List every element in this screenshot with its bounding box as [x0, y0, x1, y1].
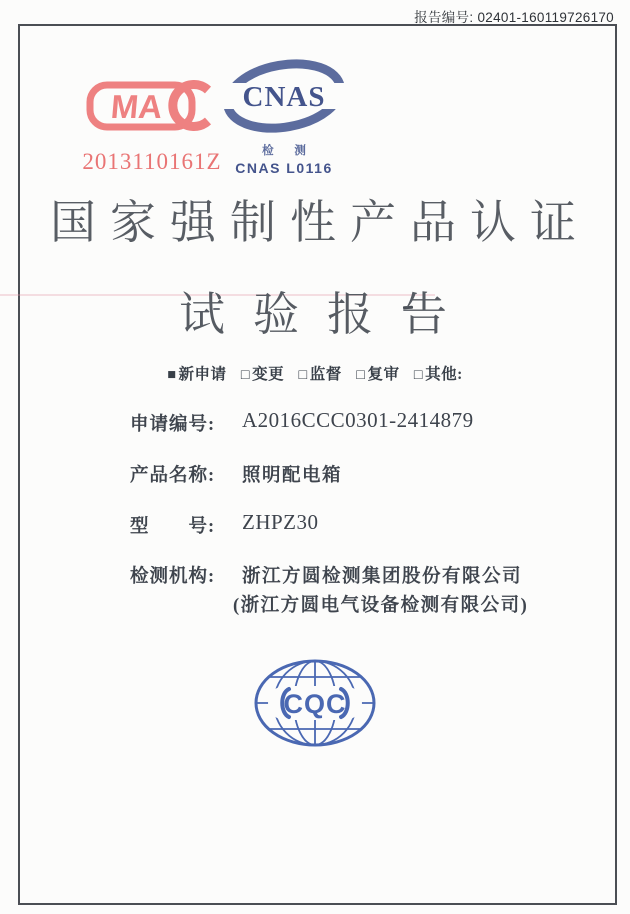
checkbox-label: 其他: [425, 366, 463, 383]
checkbox-empty-icon: □ [356, 367, 366, 383]
cnas-lab-number: CNAS L0116 [235, 160, 333, 176]
cma-letters: MA [109, 89, 164, 126]
checkbox-new-application [167, 366, 226, 383]
cma-logo [78, 68, 226, 175]
checkbox-other [414, 366, 463, 383]
cnas-mark-icon [221, 56, 347, 136]
field-value: ZHPZ30 [242, 510, 319, 534]
field-model [130, 512, 319, 538]
cqc-logo [252, 656, 378, 755]
organization-line2: (浙江方圆电气设备检测有限公司) [233, 596, 529, 616]
cma-certificate-number: 2013110161Z [82, 149, 222, 174]
field-label: 产品名称: [130, 466, 216, 486]
application-type-row [0, 362, 630, 384]
field-testing-organization [130, 562, 528, 617]
field-label: 申请编号: [130, 415, 216, 435]
report-type-title: 试验报告 [179, 289, 475, 340]
field-value: 照明配电箱 [242, 466, 343, 486]
checkbox-review [356, 366, 399, 383]
cnas-category: 检 测 [262, 145, 315, 157]
checkbox-label: 新申请 [178, 366, 227, 383]
checkbox-label: 监督 [309, 366, 342, 383]
cqc-globe-icon [252, 656, 378, 750]
field-label: 检测机构: [130, 567, 216, 587]
checkbox-supervision [299, 366, 342, 383]
cnas-logo [220, 56, 348, 176]
checkbox-empty-icon: □ [413, 367, 424, 383]
field-value [233, 562, 529, 617]
field-application-number [130, 410, 474, 436]
checkbox-empty-icon: □ [240, 367, 251, 383]
report-number: 报告编号: 02401-160119726170 [414, 10, 614, 25]
cnas-letters: CNAS [242, 81, 326, 113]
checkbox-empty-icon: □ [298, 367, 308, 383]
checkbox-label: 复审 [367, 366, 400, 383]
cma-mark-icon [82, 68, 222, 144]
checkbox-filled-icon: ■ [167, 367, 177, 383]
field-value: A2016CCC0301-2414879 [242, 408, 474, 432]
main-title: 国家强制性产品认证 [50, 197, 590, 248]
checkbox-label: 变更 [252, 366, 285, 383]
field-product-name [130, 461, 342, 487]
organization-line1: 浙江方圆检测集团股份有限公司 [242, 567, 523, 587]
checkbox-change [241, 366, 284, 383]
cqc-letters: CQC [283, 689, 347, 719]
field-label: 型 号: [130, 517, 216, 537]
